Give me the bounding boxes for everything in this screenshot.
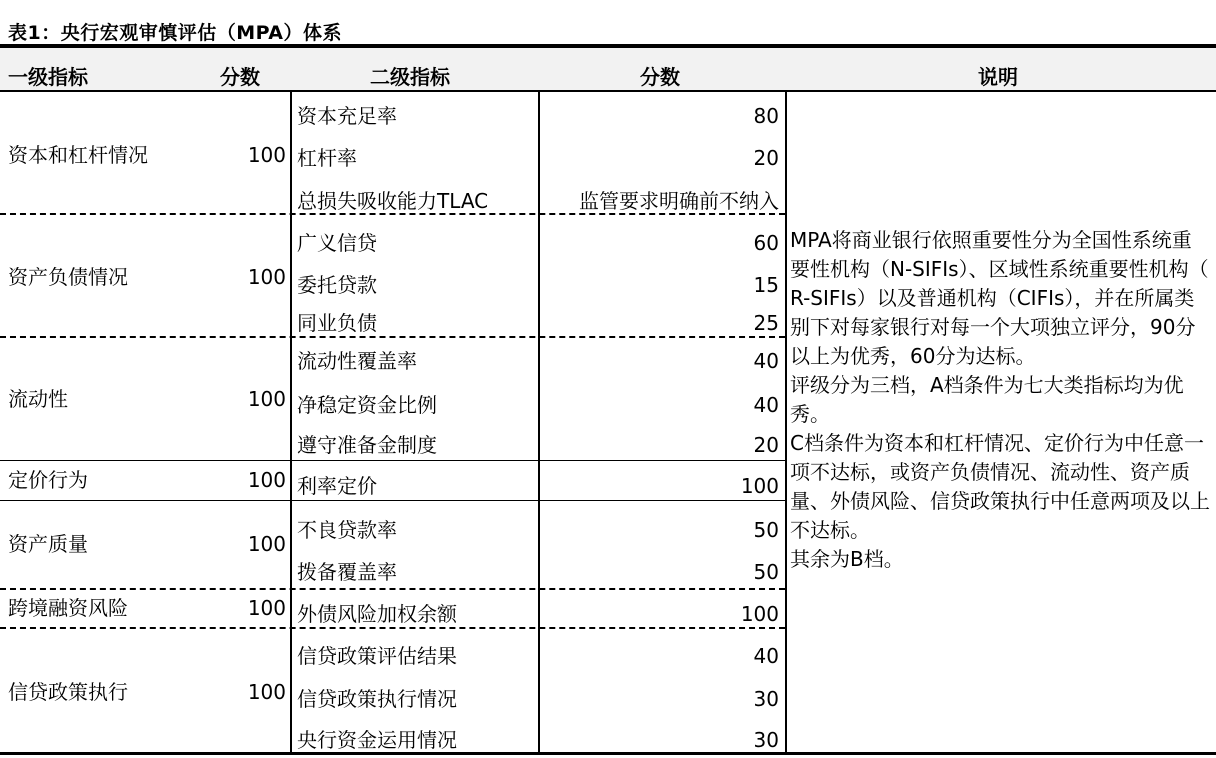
- header-score2: 分数: [640, 65, 680, 89]
- note-paragraph: 其余为B档。: [790, 547, 904, 571]
- group-name: 资产负债情况: [8, 265, 128, 289]
- header-level2: 二级指标: [370, 65, 450, 89]
- group-score: 100: [247, 387, 286, 411]
- row-name: 流动性覆盖率: [297, 349, 417, 373]
- row-score: 40: [753, 393, 779, 417]
- group-score: 100: [247, 680, 286, 704]
- group-separator: [0, 588, 785, 590]
- row-score: 25: [753, 311, 779, 335]
- col-border-level2: [290, 92, 292, 754]
- table-bottom-rule: [0, 752, 1216, 755]
- row-name: 利率定价: [297, 474, 377, 498]
- row-score: 50: [753, 518, 779, 542]
- row-score: 40: [753, 349, 779, 373]
- header-note: 说明: [978, 65, 1018, 89]
- row-score: 80: [753, 104, 779, 128]
- header-level1: 一级指标: [8, 65, 88, 89]
- row-score: 60: [753, 231, 779, 255]
- note-paragraph: MPA将商业银行依照重要性分为全国性系统重要性机构（N-SIFIs）、区域性系统重要性机构（ R-SIFIs）以及普通机构（CIFIs），并在所属类别下对每家银行对每一个大项独立评分，90分以上为优秀，60分为达标。: [790, 228, 1209, 368]
- group-separator: [0, 213, 785, 215]
- row-name: 同业负债: [297, 311, 377, 335]
- group-separator: [0, 627, 785, 629]
- row-score: 30: [753, 687, 779, 711]
- row-name: 广义信贷: [297, 231, 377, 255]
- row-score: 15: [753, 273, 779, 297]
- table-title: 表1：央行宏观审慎评估（MPA）体系: [8, 22, 343, 44]
- group-name: 定价行为: [8, 468, 88, 492]
- note-text: [790, 226, 1210, 574]
- group-score: 100: [247, 532, 286, 556]
- note-paragraph: 评级分为三档，A档条件为七大类指标均为优秀。: [790, 373, 1184, 426]
- group-name: 跨境融资风险: [8, 596, 128, 620]
- row-name: 信贷政策评估结果: [297, 644, 457, 668]
- group-score: 100: [247, 596, 286, 620]
- row-name: 信贷政策执行情况: [297, 687, 457, 711]
- row-name: 外债风险加权余额: [297, 602, 457, 626]
- group-name: 资产质量: [8, 532, 88, 556]
- group-score: 100: [247, 265, 286, 289]
- group-separator: [0, 336, 785, 338]
- row-name: 遵守准备金制度: [297, 433, 437, 457]
- note-paragraph: C档条件为资本和杠杆情况、定价行为中任意一项不达标，或资产负债情况、流动性、资产质量、外债风险、信贷政策执行中任意两项及以上不达标。: [790, 431, 1210, 542]
- group-name: 资本和杠杆情况: [8, 143, 148, 167]
- header-score1: 分数: [220, 65, 260, 89]
- group-name: 流动性: [8, 387, 68, 411]
- row-score: 20: [753, 433, 779, 457]
- row-name: 总损失吸收能力TLAC: [297, 189, 489, 213]
- group-name: 信贷政策执行: [8, 680, 128, 704]
- group-separator: [0, 460, 785, 461]
- row-name: 净稳定资金比例: [297, 393, 437, 417]
- row-score: 20: [753, 146, 779, 170]
- row-score: 50: [753, 560, 779, 584]
- row-score: 30: [753, 728, 779, 752]
- row-name: 资本充足率: [297, 104, 397, 128]
- header-band: [0, 48, 1216, 90]
- group-score: 100: [247, 468, 286, 492]
- row-name: 杠杆率: [297, 146, 357, 170]
- row-name: 央行资金运用情况: [297, 728, 457, 752]
- col-border-note: [785, 92, 787, 754]
- row-name: 不良贷款率: [297, 518, 397, 542]
- group-separator: [0, 500, 785, 501]
- row-score: 40: [753, 644, 779, 668]
- row-name: 拨备覆盖率: [297, 560, 397, 584]
- row-score: 监管要求明确前不纳入: [579, 189, 779, 213]
- group-score: 100: [247, 143, 286, 167]
- row-score: 100: [740, 474, 779, 498]
- row-name: 委托贷款: [297, 273, 377, 297]
- header-top-rule: [0, 44, 1216, 48]
- header-bottom-rule: [0, 90, 1216, 92]
- col-border-score2: [538, 92, 540, 754]
- row-score: 100: [740, 602, 779, 626]
